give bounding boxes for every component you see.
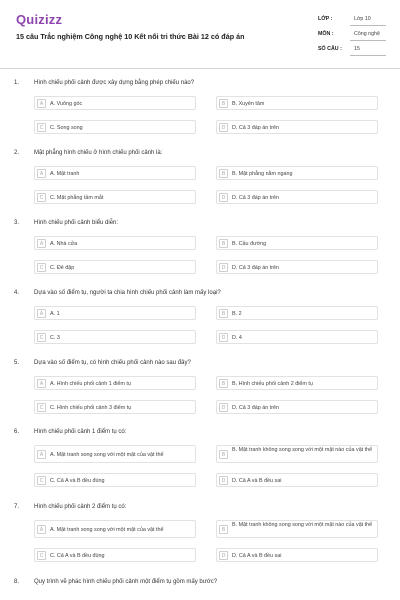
option-letter-badge: A [37, 450, 46, 459]
option-letter-badge: D [219, 476, 228, 485]
question-number: 8. [14, 579, 20, 585]
option-text: A. Mặt tranh song song với một mặt của vật thể [50, 527, 164, 533]
option-text: D. Cả 3 đáp án trên [232, 125, 280, 131]
option-text: C. Cả A và B đều đúng [50, 478, 105, 484]
option-d[interactable] [216, 400, 378, 414]
option-text: C. Mặt phẳng tầm mắt [50, 195, 104, 201]
option-a[interactable] [34, 166, 196, 180]
option-a[interactable] [34, 520, 196, 538]
question-text: Mặt phẳng hình chiếu ở hình chiếu phối cảnh là: [34, 150, 163, 156]
option-text: D. Cả 3 đáp án trên [232, 405, 280, 411]
meta-row-subject [310, 27, 390, 42]
question-number: 6. [14, 429, 20, 435]
option-text: A. Nhà cửa [50, 241, 78, 247]
option-letter-badge: D [219, 403, 228, 412]
option-b[interactable] [216, 376, 378, 390]
option-d[interactable] [216, 330, 378, 344]
option-letter-badge: D [219, 333, 228, 342]
option-letter-badge: B [219, 525, 228, 534]
option-d[interactable] [216, 120, 378, 134]
meta-key: SỐ CÂU : [318, 46, 342, 52]
quizizz-logo: Quizizz [16, 12, 63, 27]
option-c[interactable] [34, 400, 196, 414]
question-number: 5. [14, 360, 20, 366]
option-text: A. Mặt tranh [50, 171, 80, 177]
option-letter-badge: B [219, 379, 228, 388]
option-text: D. Cả A và B đều sai [232, 478, 282, 484]
option-letter-badge: A [37, 379, 46, 388]
option-text: D. Cả 3 đáp án trên [232, 265, 280, 271]
question-text: Hình chiếu phối cảnh biểu diễn: [34, 220, 119, 226]
worksheet-header [0, 0, 400, 62]
option-d[interactable] [216, 190, 378, 204]
option-text: D. Cả A và B đều sai [232, 553, 282, 559]
question-number: 4. [14, 290, 20, 296]
question-text: Dựa vào số điểm tụ, người ta chia hình chiếu phối cảnh làm mấy loại? [34, 290, 221, 296]
question-text: Hình chiếu phối cảnh 1 điểm tụ có: [34, 429, 127, 435]
question-number: 2. [14, 150, 20, 156]
option-b[interactable] [216, 96, 378, 110]
option-text: B. Mặt tranh không song song với một mặt nào của vật thể [232, 447, 373, 453]
option-text: A. Hình chiếu phối cảnh 1 điểm tụ [50, 381, 131, 387]
option-text: B. Cầu đường [232, 241, 267, 247]
option-d[interactable] [216, 548, 378, 562]
option-letter-badge: B [219, 99, 228, 108]
option-text: D. 4 [232, 335, 242, 341]
option-text: C. Cả A và B đều đúng [50, 553, 105, 559]
option-b[interactable] [216, 520, 378, 538]
meta-row-count [310, 42, 390, 57]
option-text: C. Đê đập [50, 265, 75, 271]
option-c[interactable] [34, 473, 196, 487]
option-b[interactable] [216, 445, 378, 463]
option-b[interactable] [216, 166, 378, 180]
question-number: 3. [14, 220, 20, 226]
option-letter-badge: C [37, 123, 46, 132]
option-letter-badge: D [219, 123, 228, 132]
meta-value: 15 [354, 46, 360, 52]
option-a[interactable] [34, 236, 196, 250]
option-d[interactable] [216, 260, 378, 274]
option-c[interactable] [34, 120, 196, 134]
question-text: Hình chiếu phối cảnh được xây dựng bằng phép chiếu nào? [34, 80, 195, 86]
option-a[interactable] [34, 96, 196, 110]
meta-key: MÔN : [318, 31, 334, 37]
meta-value: Công nghệ [354, 31, 380, 37]
meta-underline [350, 40, 386, 41]
option-letter-badge: A [37, 525, 46, 534]
option-c[interactable] [34, 190, 196, 204]
worksheet-title: 15 câu Trắc nghiệm Công nghệ 10 Kết nối tri thức Bài 12 có đáp án [16, 32, 245, 41]
option-letter-badge: D [219, 193, 228, 202]
option-letter-badge: D [219, 551, 228, 560]
question-text: Quy trình vẽ phác hình chiếu phối cảnh một điểm tụ gồm mấy bước? [34, 579, 218, 585]
option-c[interactable] [34, 330, 196, 344]
worksheet-meta [310, 12, 390, 58]
meta-underline [350, 55, 386, 56]
option-text: A. Mặt tranh song song với một mặt của vật thể [50, 452, 164, 458]
option-b[interactable] [216, 306, 378, 320]
option-text: B. Mặt phẳng nằm ngang [232, 171, 293, 177]
option-letter-badge: A [37, 239, 46, 248]
option-letter-badge: C [37, 193, 46, 202]
option-letter-badge: B [219, 239, 228, 248]
option-text: A. Vuông góc [50, 101, 83, 107]
option-letter-badge: C [37, 476, 46, 485]
option-a[interactable] [34, 445, 196, 463]
option-d[interactable] [216, 473, 378, 487]
meta-value: Lớp 10 [354, 16, 371, 22]
option-a[interactable] [34, 306, 196, 320]
option-text: B. Mặt tranh không song song với một mặt nào của vật thể [232, 522, 373, 528]
question-number: 1. [14, 80, 20, 86]
option-text: B. 2 [232, 311, 242, 317]
question-text: Hình chiếu phối cảnh 2 điểm tụ có: [34, 504, 127, 510]
option-letter-badge: A [37, 169, 46, 178]
option-text: C. Hình chiếu phối cảnh 3 điểm tụ [50, 405, 132, 411]
meta-underline [350, 25, 386, 26]
option-letter-badge: C [37, 403, 46, 412]
option-a[interactable] [34, 376, 196, 390]
option-letter-badge: C [37, 333, 46, 342]
option-text: B. Xuyên tâm [232, 101, 265, 107]
option-text: D. Cả 3 đáp án trên [232, 195, 280, 201]
option-letter-badge: B [219, 309, 228, 318]
option-text: A. 1 [50, 311, 60, 317]
option-text: C. 3 [50, 335, 60, 341]
option-c[interactable] [34, 260, 196, 274]
option-text: B. Hình chiếu phối cảnh 2 điểm tụ [232, 381, 313, 387]
option-letter-badge: C [37, 551, 46, 560]
option-text: C. Song song [50, 125, 83, 131]
option-c[interactable] [34, 548, 196, 562]
question-text: Dựa vào số điểm tụ, có hình chiếu phối cảnh nào sau đây? [34, 360, 191, 366]
option-b[interactable] [216, 236, 378, 250]
question-number: 7. [14, 504, 20, 510]
header-divider [0, 68, 400, 69]
option-letter-badge: B [219, 169, 228, 178]
meta-row-class [310, 12, 390, 27]
option-letter-badge: A [37, 99, 46, 108]
option-letter-badge: D [219, 263, 228, 272]
option-letter-badge: C [37, 263, 46, 272]
meta-key: LỚP : [318, 16, 333, 22]
option-letter-badge: B [219, 450, 228, 459]
option-letter-badge: A [37, 309, 46, 318]
